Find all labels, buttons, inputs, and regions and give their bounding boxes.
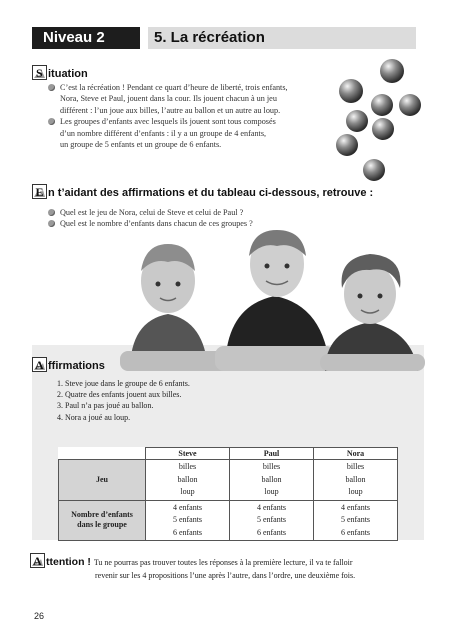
column-header: Steve (146, 448, 230, 460)
children-photo (120, 226, 425, 371)
option-text: ballon (261, 474, 282, 484)
header-gap (140, 27, 148, 49)
task-heading-text: n t’aidant des affirmations et du tableau ci-dessous, retrouve : (48, 187, 374, 199)
situation-heading (32, 65, 88, 80)
option-text: loup (348, 487, 363, 496)
bullet-line: différent : l’un joue aux billes, l’autre au ballon et un autre au loup. (60, 105, 281, 115)
option-text: 5 enfants (172, 515, 203, 524)
bullet-line: C’est la récréation ! Pendant ce quart d’heure de liberté, trois enfants, (60, 83, 288, 92)
attention-line: Tu ne pourras pas trouver toutes les réponses à la première lecture, il va te falloir (93, 558, 353, 567)
attention-line: revenir sur les 4 propositions l’une après l’autre, dans l’ordre, une deuxième fois. (95, 571, 356, 580)
level-label: Niveau 2 (32, 27, 140, 49)
marble-icon (336, 134, 358, 156)
logic-grid-table (58, 447, 398, 541)
table-cell (230, 460, 314, 501)
option-text: ballon (177, 474, 198, 484)
column-header: Paul (230, 448, 314, 460)
attention-heading (30, 556, 94, 568)
decorated-initial-s-icon (32, 65, 47, 80)
task-bullet: Quel est le jeu de Nora, celui de Steve et celui de Paul ? (47, 207, 327, 218)
marble-icon (399, 94, 421, 116)
task-bullet: Quel est le nombre d’enfants dans chacun de ces groupes ? (47, 218, 327, 229)
marble-icon (371, 94, 393, 116)
initial-letter: A (35, 358, 44, 372)
initial-letter: E (35, 185, 44, 199)
table-cell (230, 500, 314, 541)
page-number: 26 (34, 611, 45, 621)
option-text: loup (180, 487, 195, 496)
option-text: billes (346, 462, 365, 471)
bullet-line: Nora, Steve et Paul, jouent dans la cour. Ils jouent chacun à un jeu (60, 94, 277, 104)
situation-bullet (47, 82, 322, 116)
affirmation-item: 4. Nora a joué au loup. (57, 412, 131, 422)
initial-letter: A (33, 554, 42, 568)
row-header: Nombre d’enfants dans le groupe (59, 500, 146, 541)
decorated-initial-e-icon (32, 184, 47, 199)
situation-list (47, 82, 322, 150)
column-header: Nora (314, 448, 398, 460)
child-figure (215, 230, 335, 371)
affirmations-heading (32, 357, 105, 372)
bullet-line: d’un nombre différent d’enfants : il y a un groupe de 4 enfants, (60, 128, 267, 138)
option-text: 5 enfants (256, 515, 287, 524)
marble-icon (346, 110, 368, 132)
child-figure (320, 254, 425, 371)
table-cell (314, 460, 398, 501)
affirmation-item: 3. Paul n’a pas joué au ballon. (57, 401, 154, 411)
table-row (59, 460, 398, 501)
marbles-illustration (330, 58, 430, 183)
table-corner (59, 448, 146, 460)
affirmations-list (57, 378, 190, 423)
row-header: Jeu (59, 460, 146, 501)
option-text: 6 enfants (256, 527, 287, 537)
decorated-initial-a-icon (30, 553, 45, 568)
option-text: 4 enfants (256, 502, 287, 512)
option-text: 4 enfants (340, 502, 371, 512)
page-title: 5. La récréation (148, 27, 416, 49)
option-text: 6 enfants (172, 527, 203, 537)
option-text: billes (262, 462, 281, 471)
decorated-initial-a-icon (32, 357, 47, 372)
marble-icon (372, 118, 394, 140)
affirmations-heading-text: ffirmations (48, 360, 105, 372)
bullet-line: un groupe de 5 enfants et un groupe de 6 enfants. (60, 140, 222, 150)
table-cell (146, 460, 230, 501)
bullet-line: Les groupes d’enfants avec lesquels ils jouent sont tous composés (60, 117, 276, 127)
table-cell (146, 500, 230, 541)
attention-heading-text: ttention ! (46, 556, 91, 568)
marble-icon (339, 79, 363, 103)
option-text: 4 enfants (172, 502, 203, 512)
table-header-row (59, 448, 398, 460)
option-text: loup (264, 487, 279, 496)
marble-icon (363, 159, 385, 181)
situation-heading-text: ituation (48, 68, 88, 80)
option-text: billes (178, 462, 197, 471)
affirmation-item: 1. Steve joue dans le groupe de 6 enfants. (57, 379, 190, 388)
option-text: ballon (345, 474, 366, 484)
situation-bullet (47, 116, 322, 150)
chapter-header (32, 27, 416, 49)
attention-note (30, 553, 425, 582)
option-text: 5 enfants (340, 515, 371, 524)
marble-icon (380, 59, 404, 83)
table-row (59, 500, 398, 541)
child-figure (120, 244, 230, 371)
option-text: 6 enfants (340, 527, 371, 537)
task-heading (32, 184, 373, 199)
initial-letter: S (36, 66, 43, 80)
table-cell (314, 500, 398, 541)
affirmation-item: 2. Quatre des enfants jouent aux billes. (57, 390, 182, 400)
